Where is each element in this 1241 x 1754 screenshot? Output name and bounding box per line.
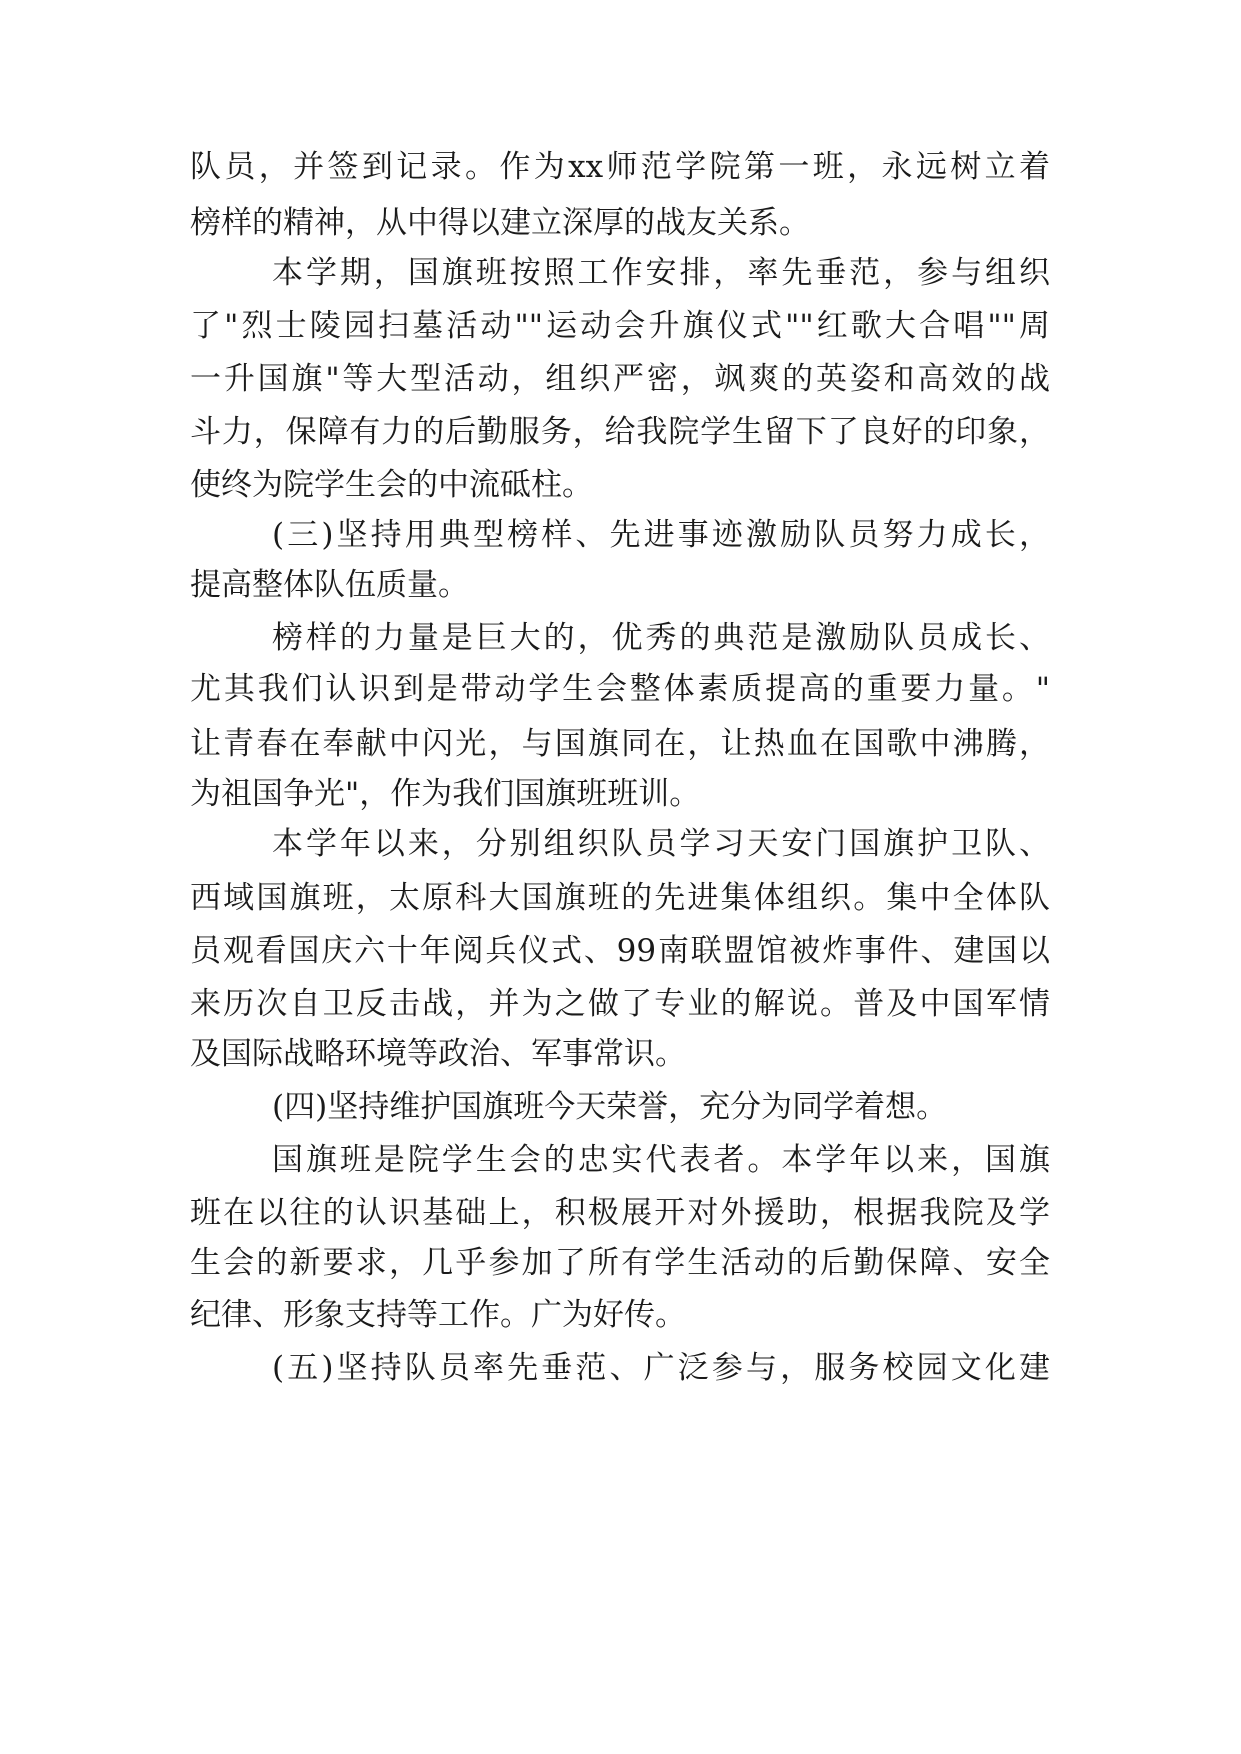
text-line-11: 尤其我们认识到是带动学生会整体素质提高的重要力量。"	[190, 671, 1050, 707]
text-line-17: 来历次自卫反击战，并为之做了专业的解说。普及中国军情	[190, 986, 1050, 1022]
text-line-06: 斗力，保障有力的后勤服务，给我院学生留下了良好的印象，	[190, 414, 1050, 450]
section-heading-3-cont: 提高整体队伍质量。	[190, 567, 469, 603]
text-line-20: 国旗班是院学生会的忠实代表者。本学年以来，国旗	[272, 1142, 1050, 1178]
text-line-12: 让青春在奉献中闪光，与国旗同在，让热血在国歌中沸腾，	[190, 726, 1050, 762]
text-line-04: 了"烈士陵园扫墓活动""运动会升旗仪式""红歌大合唱""周	[190, 308, 1050, 344]
text-line-22: 生会的新要求，几乎参加了所有学生活动的后勤保障、安全	[190, 1245, 1050, 1281]
text-line-14: 本学年以来，分别组织队员学习天安门国旗护卫队、	[272, 826, 1050, 862]
text-line-13: 为祖国争光"，作为我们国旗班班训。	[190, 776, 701, 812]
text-line-02: 榜样的精神，从中得以建立深厚的战友关系。	[190, 205, 810, 241]
text-line-15: 西域国旗班，太原科大国旗班的先进集体组织。集中全体队	[190, 880, 1050, 916]
text-line-23: 纪律、形象支持等工作。广为好传。	[190, 1297, 686, 1333]
text-line-10: 榜样的力量是巨大的，优秀的典范是激励队员成长、	[272, 620, 1050, 656]
text-line-01: 队员，并签到记录。作为xx师范学院第一班，永远树立着	[190, 149, 1050, 185]
text-line-07: 使终为院学生会的中流砥柱。	[190, 467, 593, 503]
text-line-03: 本学期，国旗班按照工作安排，率先垂范，参与组织	[272, 255, 1050, 291]
text-line-18: 及国际战略环境等政治、军事常识。	[190, 1036, 686, 1072]
section-heading-5: (五)坚持队员率先垂范、广泛参与，服务校园文化建	[272, 1350, 1050, 1386]
section-heading-4: (四)坚持维护国旗班今天荣誉，充分为同学着想。	[272, 1089, 948, 1125]
text-line-05: 一升国旗"等大型活动，组织严密，飒爽的英姿和高效的战	[190, 361, 1050, 397]
text-line-16: 员观看国庆六十年阅兵仪式、99南联盟馆被炸事件、建国以	[190, 933, 1050, 969]
section-heading-3: (三)坚持用典型榜样、先进事迹激励队员努力成长，	[272, 517, 1050, 553]
text-line-21: 班在以往的认识基础上，积极展开对外援助，根据我院及学	[190, 1195, 1050, 1231]
